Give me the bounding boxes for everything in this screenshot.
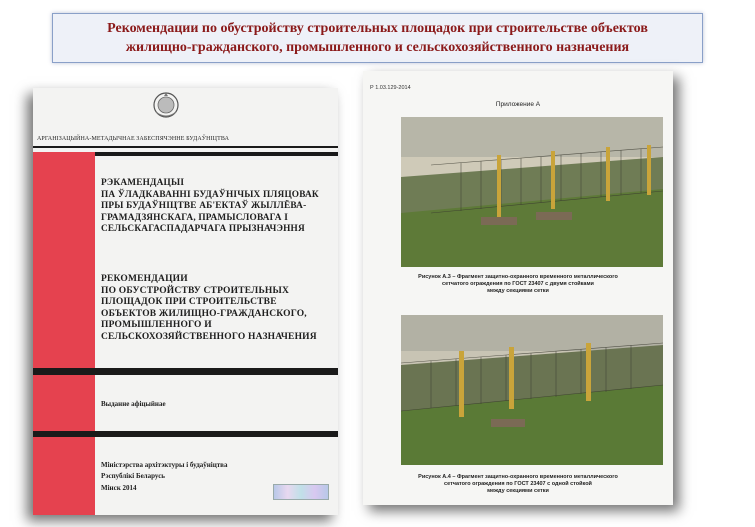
hologram-sticker: [273, 484, 329, 500]
divider-top: [33, 146, 338, 148]
city-year: Мінск 2014: [101, 484, 137, 492]
appendix-page: [363, 71, 673, 505]
banner-line-2: жилищно-гражданского, промышленного и сельскохозяйственного назначения: [125, 40, 630, 55]
cover-title-russian: РЕКОМЕНДАЦИИ ПО ОБУСТРОЙСТВУ СТРОИТЕЛЬНЫХ ПЛОЩАДОК ПРИ СТРОИТЕЛЬСТВЕ ОБЪЕКТОВ ЖИЛИЩНО-ГРАЖДАНСКОГО, ПРОМЫШЛЕННОГО И СЕЛЬСКОХОЗЯЙСТВЕННОГО НАЗНАЧЕНИЯ: [101, 274, 317, 342]
document-cover: [33, 88, 338, 515]
divider-middle: [33, 368, 338, 375]
title-banner: [52, 13, 703, 63]
state-emblem-icon: [150, 90, 182, 120]
figure-a3-caption: Рисунок А.3 – Фрагмент защитно-охранного временного металлического сетчатого ограждения по ГОСТ 23407 с двумя стойками между секциями сетки: [418, 274, 618, 294]
figure-a3-photo: [401, 117, 663, 267]
organization-header: АРГАНІЗАЦЫЙНА-МЕТАДЫЧНАЕ ЗАБЕСПЯЧЭННЕ БУДАЎНІЦТВА: [37, 136, 230, 142]
red-stripe: [33, 152, 95, 515]
figure-a4-photo: [401, 315, 663, 465]
official-edition-label: Выданне афіцыйнае: [101, 400, 166, 408]
figure-a4-caption: Рисунок А.4 – Фрагмент защитно-охранного временного металлического сетчатого ограждения по ГОСТ 23407 с одной стойкой между секциями сетки: [418, 474, 618, 494]
banner-line-1: Рекомендации по обустройству строительных площадок при строительстве объектов: [107, 21, 648, 36]
cover-title-belarusian: РЭКАМЕНДАЦЫІ ПА ЎЛАДКАВАННІ БУДАЎНІЧЫХ ПЛЯЦОВАК ПРЫ БУДАЎНІЦТВЕ АБ'ЕКТАЎ ЖЫЛЛЁВА- ГРАМАДЗЯНСКАГА, ПРАМЫСЛОВАГА І СЕЛЬСКАГАСПАДАРЧАГА ПРЫЗНАЧЭННЯ: [101, 178, 319, 234]
appendix-title: Приложение А: [495, 101, 541, 108]
divider-lower: [33, 431, 338, 437]
publisher-name: Міністэрства архітэктуры і будаўніцтва Рэспублікі Беларусь: [101, 461, 228, 480]
document-code: Р 1.03.129-2014: [370, 85, 411, 91]
